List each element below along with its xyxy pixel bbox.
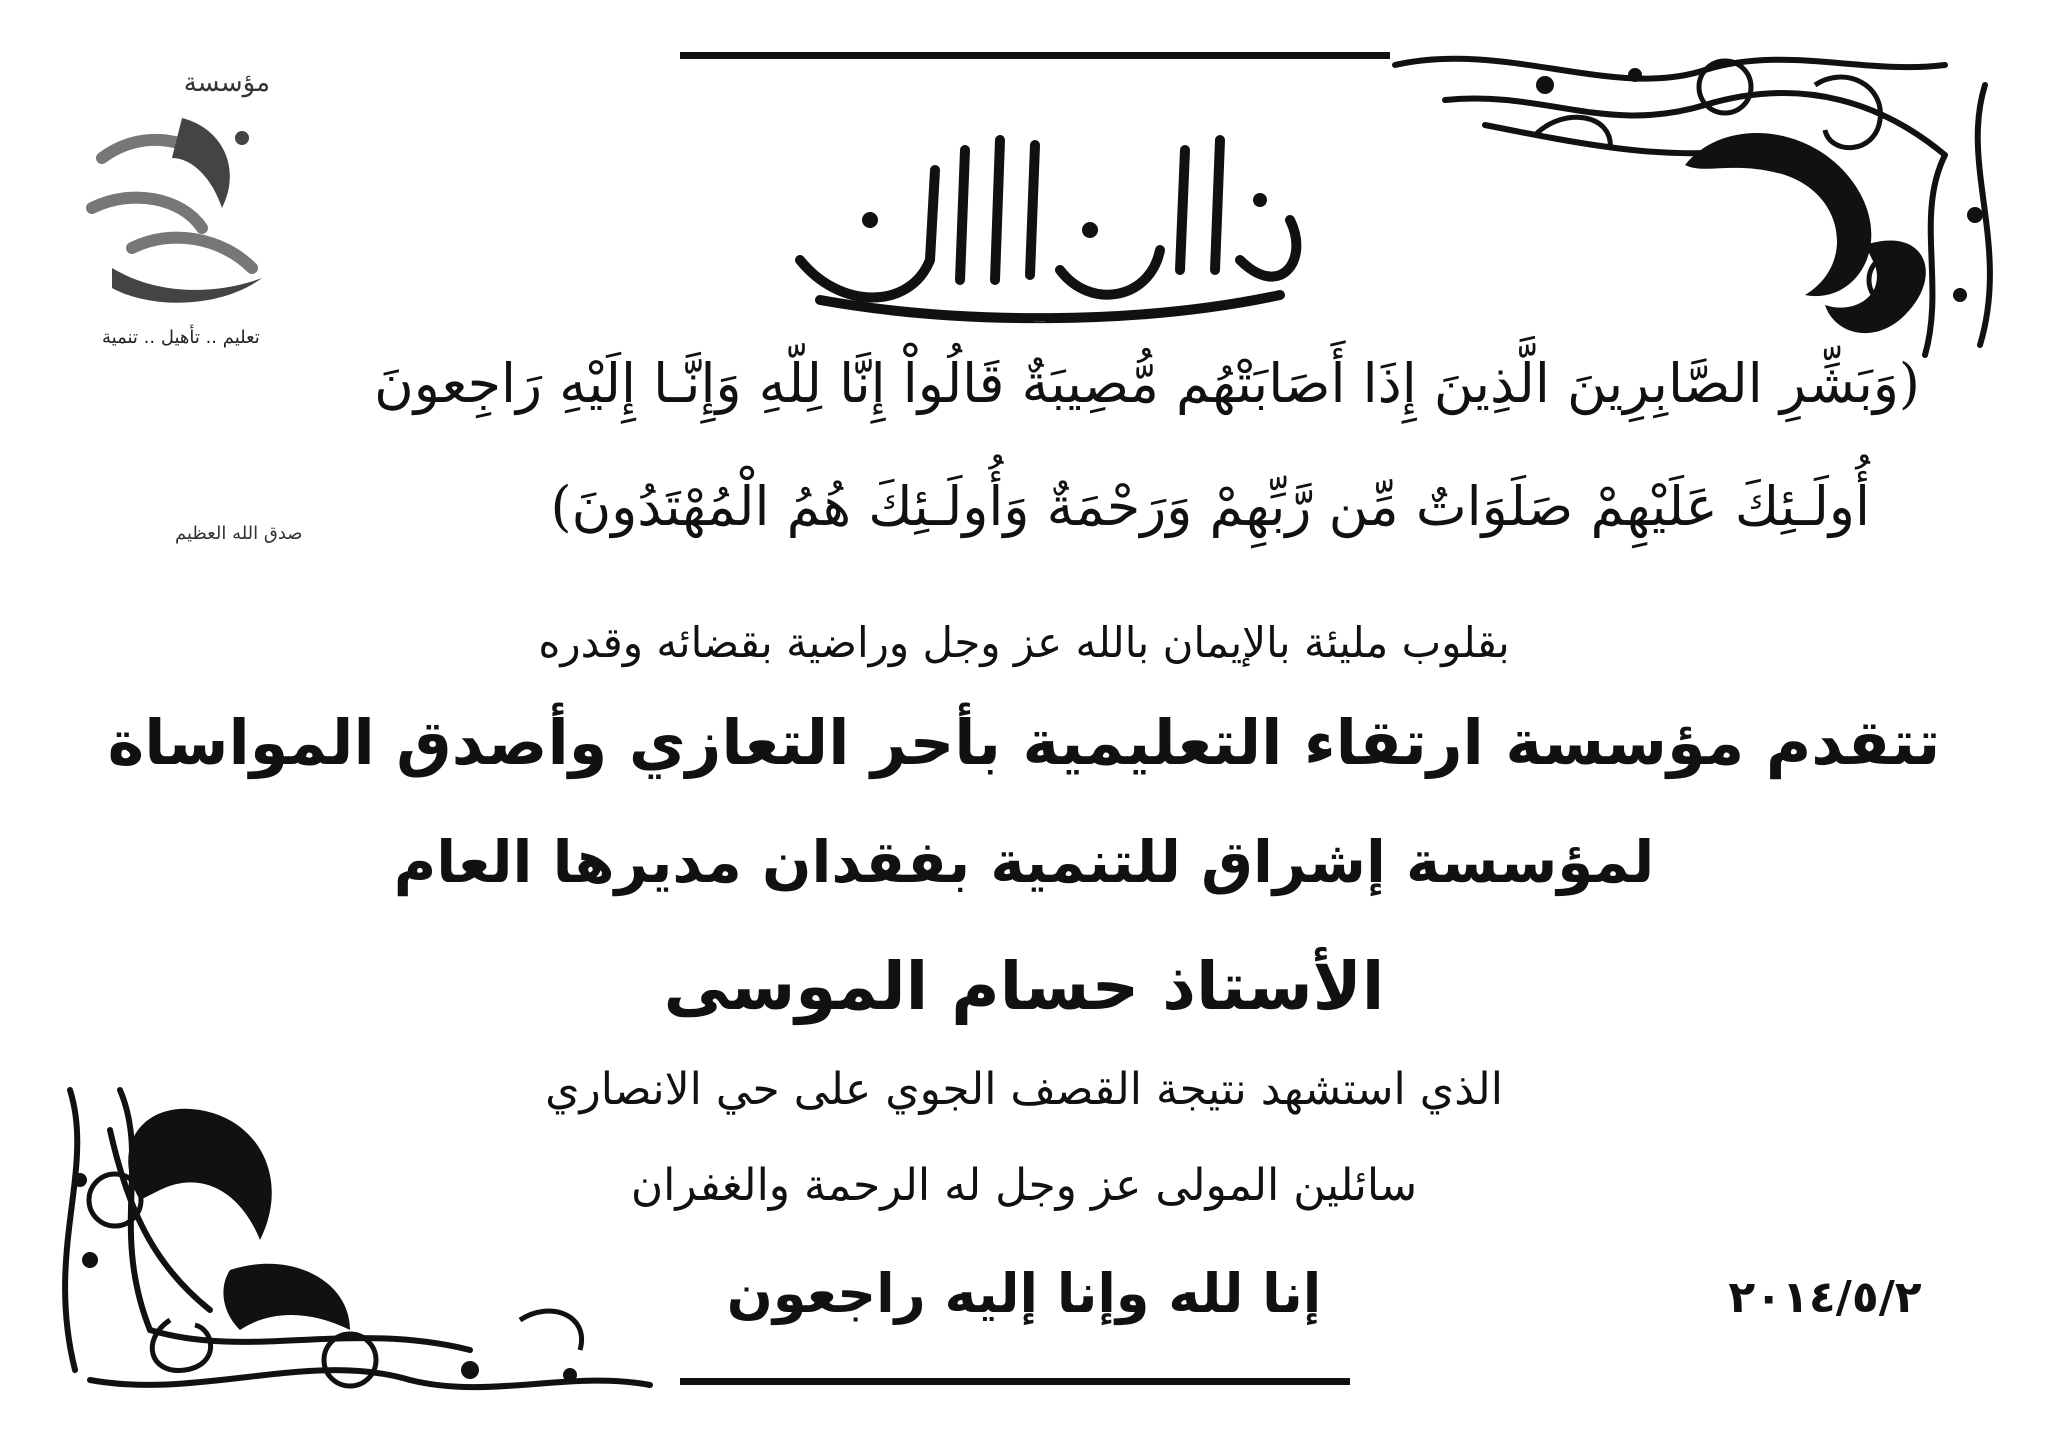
deceased-name: الأستاذ حسام الموسى [663, 948, 1385, 1025]
logo-org-label: مؤسسة [183, 68, 270, 98]
bottom-rule [680, 1378, 1350, 1385]
announcement-recipient: لمؤسسة إشراق للتنمية بفقدان مديرها العام [393, 828, 1655, 896]
corner-ornament-bottom-left [50, 1070, 690, 1400]
verse-line-2: أُولَـئِكَ عَلَيْهِمْ صَلَوَاتٌ مِّن رَّبِّهِمْ وَرَحْمَةٌ وَأُولَـئِكَ هُمُ الْمُهْتَدُونَ) [550, 475, 1870, 538]
announcement-intro: بقلوب مليئة بالإيمان بالله عز وجل وراضية بقضائه وقدره [538, 618, 1510, 667]
announcement-prayer: سائلين المولى عز وجل له الرحمة والغفران [630, 1160, 1418, 1211]
logo-emblem-icon [72, 98, 272, 308]
organization-logo [62, 68, 280, 348]
announcement-detail: الذي استشهد نتيجة القصف الجوي على حي الانصاري [545, 1064, 1503, 1115]
top-rule [680, 52, 1390, 59]
verse-sadaqa-mark: صدق الله العظيم [175, 523, 303, 544]
corner-ornament-top-right [1385, 45, 2005, 380]
basmala-text: بسم الله الرحمن الرحيم [1034, 322, 1046, 323]
logo-tagline: تعليم .. تأهيل .. تنمية [102, 327, 260, 348]
basmala-calligraphy [760, 110, 1320, 330]
announcement-date: ٢٠١٤/٥/٢ [1728, 1272, 1922, 1323]
announcement-condolence: تتقدم مؤسسة ارتقاء التعليمية بأحر التعازي وأصدق المواساة [107, 706, 1941, 779]
announcement-closing: إنا لله وإنا إليه راجعون [726, 1262, 1322, 1325]
verse-line-1: (وَبَشِّرِ الصَّابِرِينَ الَّذِينَ إِذَا أَصَابَتْهُم مُّصِيبَةٌ قَالُواْ إِنَّا لِلّهِ وَإِنَّـا إِلَيْهِ رَاجِعونَ [374, 352, 1920, 415]
